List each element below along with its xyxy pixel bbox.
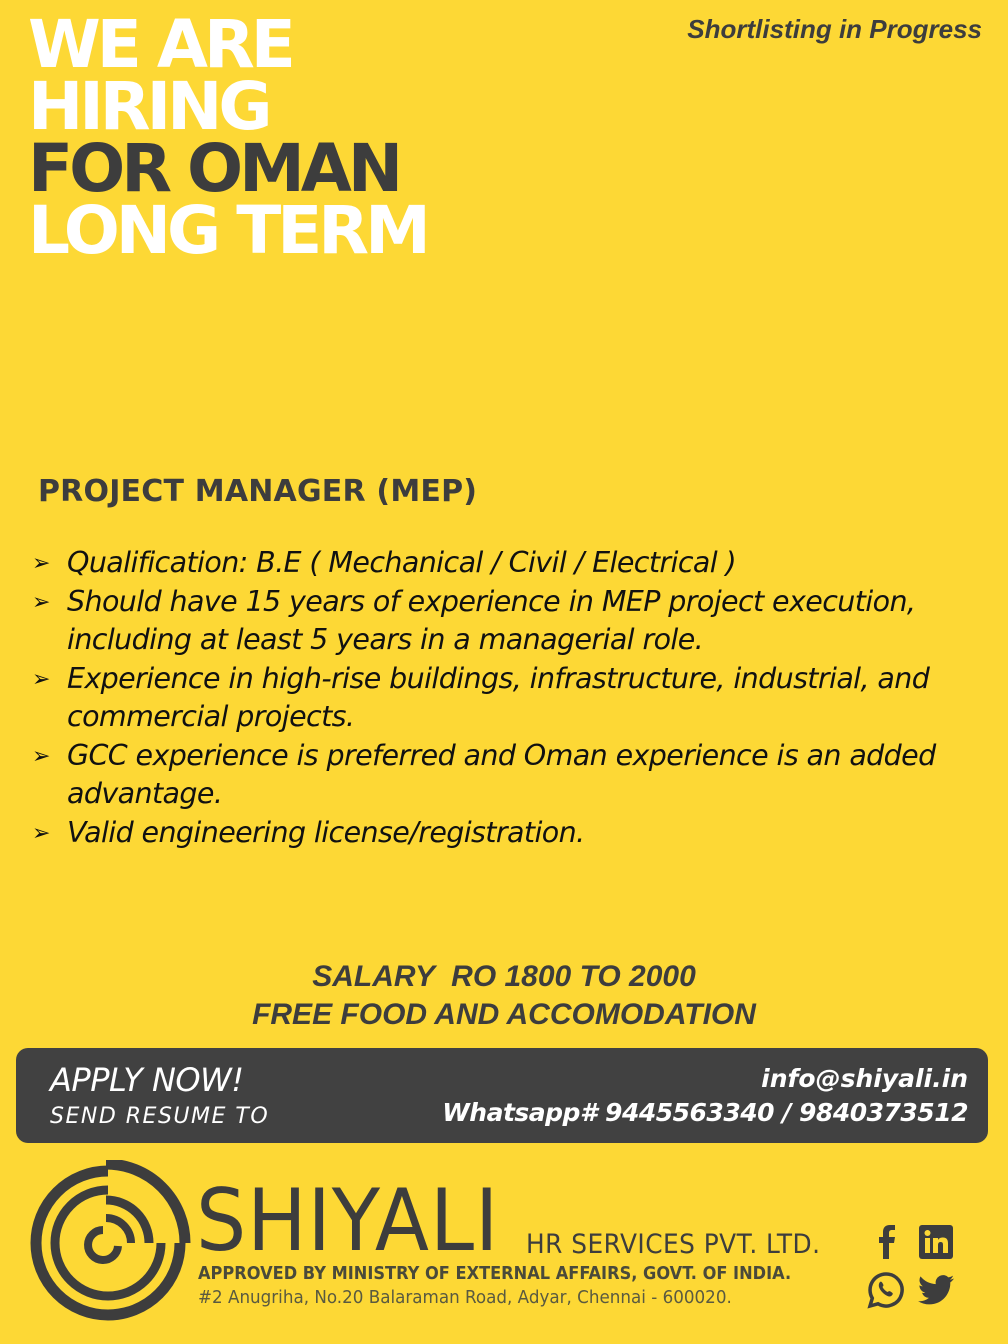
salary-text: SALARY RO 1800 TO 2000	[312, 960, 696, 993]
brand-suffix: HR SERVICES PVT. LTD.	[526, 1229, 821, 1260]
email-link[interactable]: info@shiyali.in	[761, 1064, 968, 1093]
headline	[28, 6, 427, 269]
arrow-bullet-icon: ➢	[32, 589, 50, 615]
requirement-item	[30, 660, 980, 737]
requirement-item	[30, 544, 980, 583]
requirement-text: Valid engineering license/registration.	[67, 815, 585, 849]
whatsapp-icon[interactable]	[866, 1270, 906, 1310]
perks-text: FREE FOOD AND ACCOMODATION	[252, 998, 756, 1031]
apply-banner	[16, 1048, 988, 1143]
arrow-bullet-icon: ➢	[32, 820, 50, 846]
send-resume-label: SEND RESUME TO	[50, 1104, 270, 1129]
twitter-icon[interactable]	[916, 1270, 956, 1310]
brand-name: SHIYALI	[196, 1171, 500, 1271]
job-title: PROJECT MANAGER (MEP)	[38, 474, 478, 509]
arrow-bullet-icon: ➢	[32, 743, 50, 769]
headline-line-2: HIRING	[28, 68, 269, 145]
headline-line-1: WE ARE	[28, 6, 292, 83]
shiyali-logo-icon	[25, 1160, 195, 1330]
requirement-text: Should have 15 years of experience in MEP project execution, including at least 5 years in a managerial role.	[67, 584, 916, 656]
requirement-text: Experience in high-rise buildings, infrastructure, industrial, and commercial projects.	[67, 661, 930, 733]
requirement-text: GCC experience is preferred and Oman experience is an added advantage.	[67, 738, 936, 810]
requirement-item	[30, 737, 980, 814]
benefits	[0, 958, 1008, 1034]
requirement-item	[30, 583, 980, 660]
whatsapp-numbers[interactable]: Whatsapp# 9445563340 / 9840373512	[442, 1098, 968, 1127]
linkedin-icon[interactable]	[916, 1222, 956, 1262]
arrow-bullet-icon: ➢	[32, 666, 50, 692]
apply-now-heading: APPLY NOW!	[50, 1061, 244, 1099]
address-text: #2 Anugriha, No.20 Balaraman Road, Adyar, Chennai - 600020.	[198, 1287, 732, 1308]
facebook-icon[interactable]	[866, 1222, 906, 1262]
headline-line-4: LONG TERM	[28, 192, 427, 269]
requirements-list	[30, 544, 980, 852]
approval-text: APPROVED BY MINISTRY OF EXTERNAL AFFAIRS, GOVT. OF INDIA.	[198, 1263, 792, 1284]
requirement-text: Qualification: B.E ( Mechanical / Civil / Electrical )	[67, 546, 737, 579]
shortlisting-status: Shortlisting in Progress	[687, 14, 982, 44]
social-icons	[866, 1222, 966, 1317]
arrow-bullet-icon: ➢	[32, 551, 50, 576]
requirement-item	[30, 814, 980, 853]
headline-line-3: FOR OMAN	[28, 130, 400, 207]
